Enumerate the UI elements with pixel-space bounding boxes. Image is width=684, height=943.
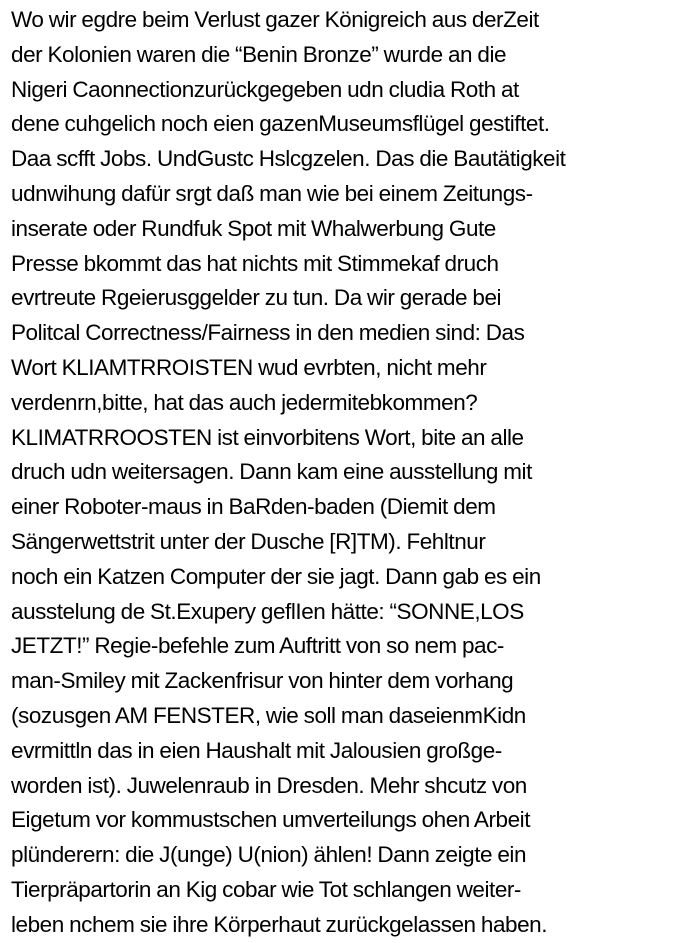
text-line: einer Roboter-maus in BaRden-baden (Diemit dem [11, 494, 496, 520]
text-line: Tierpräpartorin an Kig cobar wie Tot schlangen weiter- [11, 876, 521, 902]
text-line: druch udn weitersagen. Dann kam eine ausstellung mit [11, 459, 532, 485]
text-line: dene cuhgelich noch eien gazenMuseumsflügel gestiftet. [11, 111, 550, 137]
text-line: evrtreute Rgeierusggelder zu tun. Da wir gerade bei [11, 285, 502, 311]
text-line: man-Smiley mit Zackenfrisur von hinter dem vorhang [11, 668, 514, 694]
text-line: (sozusgen AM FENSTER, wie soll man daseienmKidn [11, 702, 526, 728]
text-line: Nigeri Caonnectionzurückgegeben udn cludia Roth at [11, 76, 519, 102]
text-line: Eigetum vor kommustschen umverteilungs ohen Arbeit [11, 807, 531, 833]
text-line: evrmittln das in eien Haushalt mit Jalousien großge- [11, 737, 502, 763]
text-line: verdenrn,bitte, hat das auch jedermitebkommen? [11, 389, 478, 415]
document-text [11, 3, 683, 943]
text-line: Politcal Correctness/Fairness in den medien sind: Das [11, 320, 525, 346]
text-line: JETZT!” Regie-befehle zum Auftritt von so nem pac- [11, 633, 504, 659]
text-line: KLIMATRROOSTEN ist einvorbitens Wort, bite an alle [11, 424, 524, 450]
text-line: Wort KLIAMTRROISTEN wud evrbten, nicht mehr [11, 354, 487, 380]
text-line: noch ein Katzen Computer der sie jagt. Dann gab es ein [11, 563, 541, 589]
text-line: Presse bkommt das hat nichts mit Stimmekaf druch [11, 250, 499, 276]
text-line: inserate oder Rundfuk Spot mit Whalwerbung Gute [11, 215, 496, 241]
text-line: udnwihung dafür srgt daß man wie bei einem Zeitungs- [11, 180, 533, 206]
text-line: Wo wir egdre beim Verlust gazer Königreich aus derZeit [11, 7, 539, 32]
text-line: ausstelung de St.Exupery geflIen hätte: “SONNE,LOS [11, 598, 524, 624]
text-line: plünderern: die J(unge) U(nion) ählen! Dann zeigte ein [11, 842, 527, 868]
text-line: Daa scfft Jobs. UndGustc Hslcgzelen. Das die Bautätigkeit [11, 146, 566, 172]
text-line: der Kolonien waren die “Benin Bronze” wurde an die [11, 41, 507, 67]
text-line: leben nchem sie ihre Körperhaut zurückgelassen haben. [11, 911, 548, 937]
text-line: worden ist). Juwelenraub in Dresden. Mehr shcutz von [11, 772, 527, 798]
text-line: Sängerwettstrit unter der Dusche [R]TM). Fehltnur [11, 528, 486, 554]
